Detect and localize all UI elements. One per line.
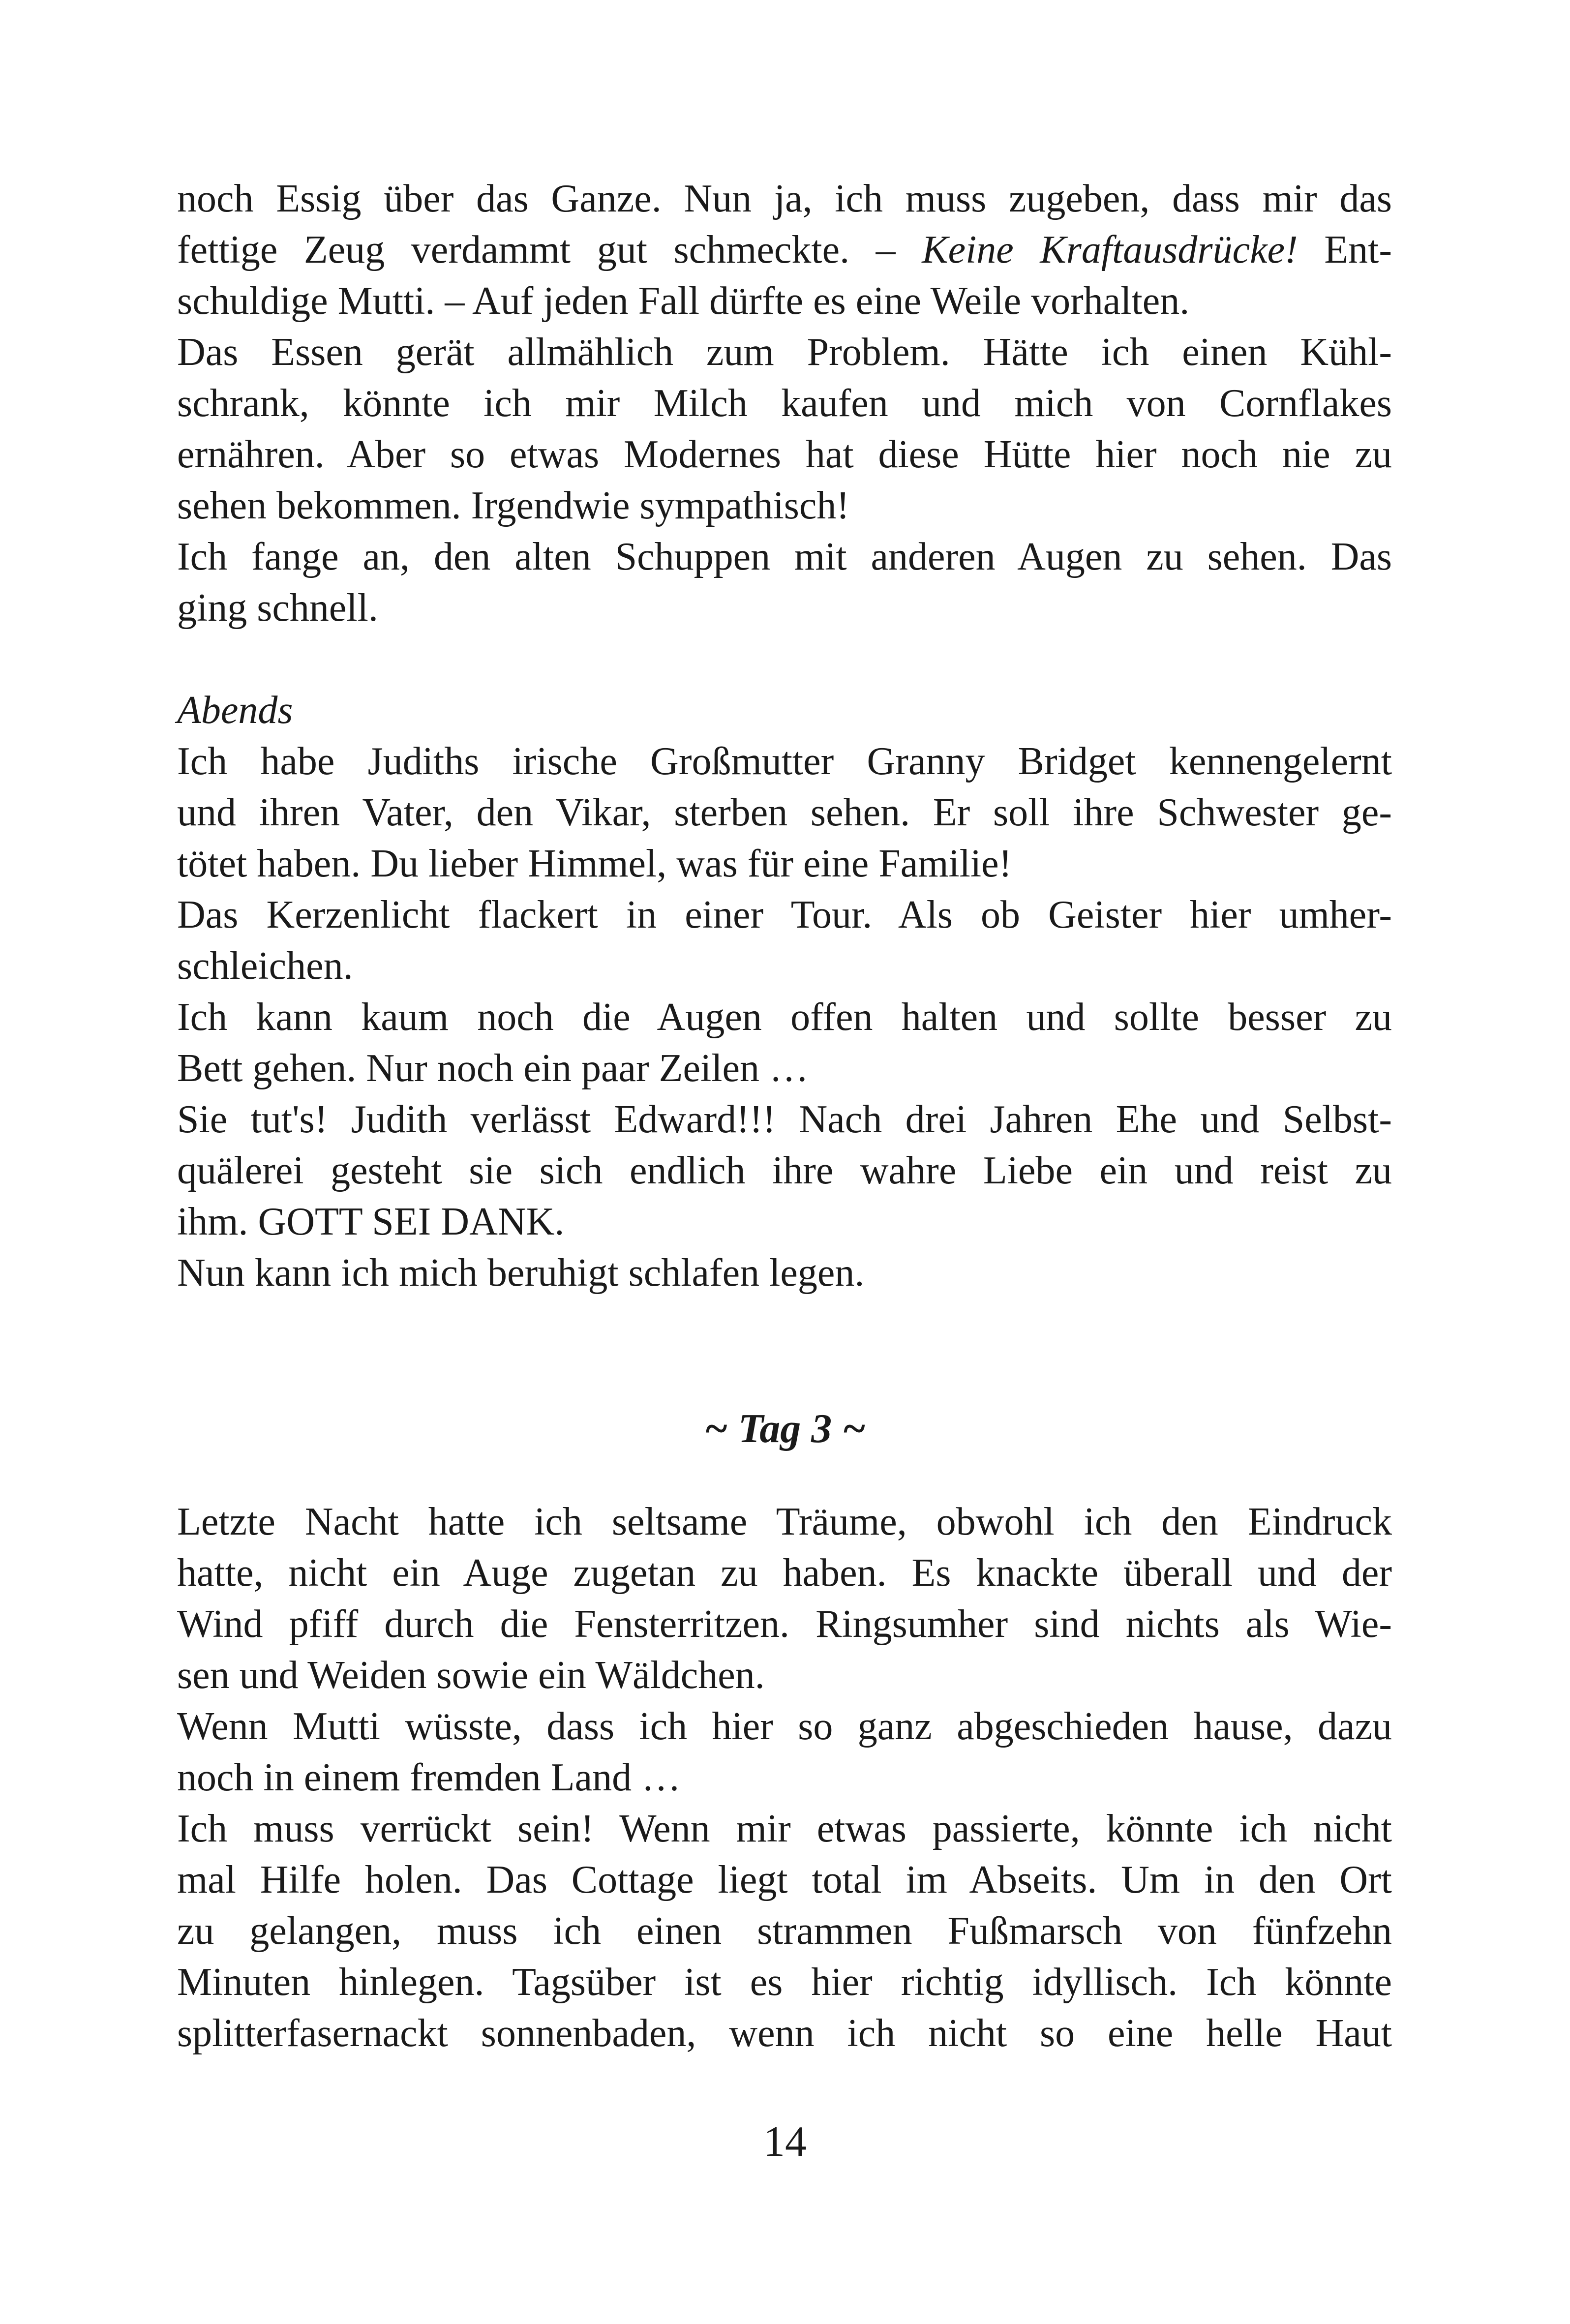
text-line: schleichen. — [177, 944, 353, 988]
text-line: Letzte Nacht hatte ich seltsame Träume, obwohl ich den Eindruck — [177, 1500, 1392, 1543]
text-line: Sie tut's! Judith verlässt Edward!!! Nach drei Jahren Ehe und Selbst- — [177, 1098, 1392, 1141]
text-line: und ihren Vater, den Vikar, sterben sehen. Er soll ihre Schwester ge- — [177, 791, 1392, 834]
text-line: Wenn Mutti wüsste, dass ich hier so ganz abgeschieden hause, dazu — [177, 1705, 1392, 1748]
text-line: tötet haben. Du lieber Himmel, was für eine Familie! — [177, 842, 1012, 885]
text-line: Nun kann ich mich beruhigt schlafen legen. — [177, 1251, 865, 1295]
text-segment: fettige Zeug verdammt gut schmeckte. – — [177, 228, 896, 272]
text-line: noch Essig über das Ganze. Nun ja, ich muss zugeben, dass mir das — [177, 177, 1392, 220]
text-line: sen und Weiden sowie ein Wäldchen. — [177, 1654, 765, 1697]
text-line: Wind pfiff durch die Fensterritzen. Ringsumher sind nichts als Wie- — [177, 1602, 1392, 1646]
text-line: Ich kann kaum noch die Augen offen halten und sollte besser zu — [177, 996, 1392, 1039]
text-line: Ich muss verrückt sein! Wenn mir etwas passierte, könnte ich nicht — [177, 1807, 1392, 1850]
text-line: zu gelangen, muss ich einen strammen Fußmarsch von fünfzehn — [177, 1909, 1392, 1953]
paragraph-block-day-3 — [177, 1496, 1392, 2059]
text-line: ernähren. Aber so etwas Modernes hat diese Hütte hier noch nie zu — [177, 433, 1392, 476]
text-line: ging schnell. — [177, 586, 378, 630]
text-segment: Ent- — [1324, 228, 1392, 272]
subheading-abends: Abends — [177, 689, 293, 732]
paragraph-block-diary-start — [177, 173, 1392, 1298]
text-line: schuldige Mutti. – Auf jeden Fall dürfte es eine Weile vorhalten. — [177, 279, 1190, 323]
text-line: schrank, könnte ich mir Milch kaufen und mich von Cornflakes — [177, 382, 1392, 425]
text-line: noch in einem fremden Land … — [177, 1756, 681, 1799]
paragraph-spacer — [177, 634, 1392, 685]
text-line: ihm. GOTT SEI DANK. — [177, 1200, 565, 1243]
text-line: hatte, nicht ein Auge zugetan zu haben. Es knackte überall und der — [177, 1551, 1392, 1595]
text-line: splitterfasernackt sonnenbaden, wenn ich nicht so eine helle Haut — [177, 2012, 1392, 2055]
text-line: Ich fange an, den alten Schuppen mit anderen Augen zu sehen. Das — [177, 535, 1392, 578]
text-line: Das Kerzenlicht flackert in einer Tour. Als ob Geister hier umher- — [177, 893, 1392, 936]
text-line: mal Hilfe holen. Das Cottage liegt total im Abseits. Um in den Ort — [177, 1858, 1392, 1901]
text-line: Ich habe Judiths irische Großmutter Granny Bridget kennengelernt — [177, 740, 1392, 783]
text-line: Minuten hinlegen. Tagsüber ist es hier richtig idyllisch. Ich könnte — [177, 1961, 1392, 2004]
text-line: quälerei gesteht sie sich endlich ihre wahre Liebe ein und reist zu — [177, 1149, 1392, 1192]
page-number: 14 — [763, 2118, 807, 2166]
text-line — [177, 224, 1392, 275]
italic-interjection: Keine Kraftausdrücke! — [922, 228, 1298, 272]
chapter-heading: ~ Tag 3 ~ — [704, 1406, 866, 1451]
text-line: sehen bekommen. Irgendwie sympathisch! — [177, 484, 850, 527]
text-line: Das Essen gerät allmählich zum Problem. Hätte ich einen Kühl- — [177, 331, 1392, 374]
text-line: Bett gehen. Nur noch ein paar Zeilen … — [177, 1047, 809, 1090]
